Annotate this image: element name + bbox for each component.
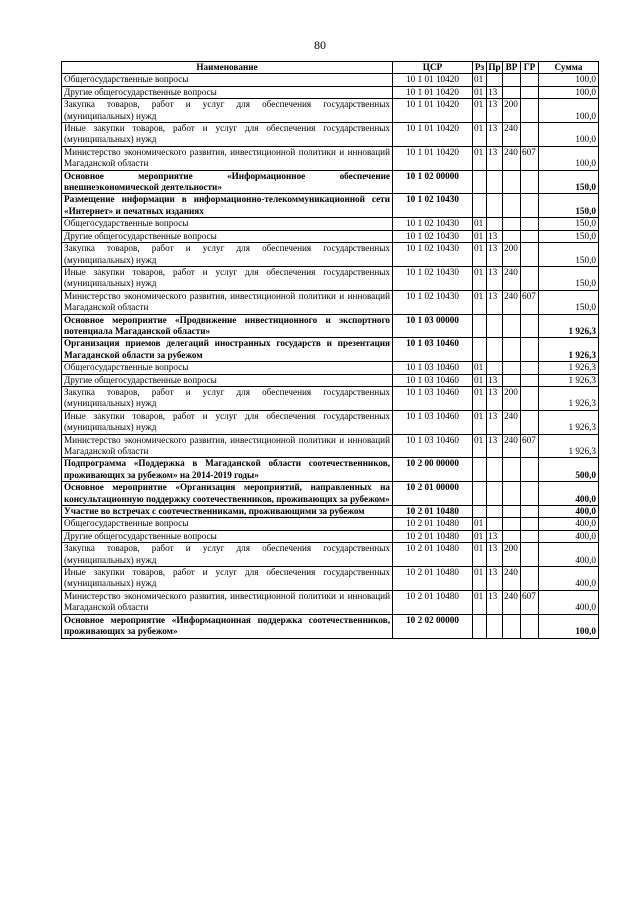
row-pr: 13 xyxy=(487,590,503,614)
row-pr: 13 xyxy=(487,99,503,123)
row-gr xyxy=(521,482,539,506)
row-gr xyxy=(521,386,539,410)
row-name: Основное мероприятие «Информационное обеспечение внешнеэкономической деятельности» xyxy=(62,170,393,194)
table-row xyxy=(62,410,599,434)
row-csr: 10 2 02 00000 xyxy=(393,614,473,638)
row-gr: 607 xyxy=(521,590,539,614)
row-rz xyxy=(473,482,487,506)
row-gr xyxy=(521,218,539,230)
row-vr xyxy=(503,482,521,506)
row-sum: 150,0 xyxy=(539,194,599,218)
row-pr: 13 xyxy=(487,123,503,147)
row-vr: 240 xyxy=(503,123,521,147)
row-pr: 13 xyxy=(487,86,503,98)
row-pr xyxy=(487,218,503,230)
row-vr: 200 xyxy=(503,543,521,567)
row-vr xyxy=(503,86,521,98)
header-gr: ГР xyxy=(521,62,539,74)
table-row xyxy=(62,146,599,170)
row-gr xyxy=(521,266,539,290)
row-csr: 10 1 02 10430 xyxy=(393,218,473,230)
row-pr xyxy=(487,614,503,638)
row-gr xyxy=(521,543,539,567)
row-pr: 13 xyxy=(487,410,503,434)
row-rz xyxy=(473,458,487,482)
table-body xyxy=(62,74,599,638)
header-sum: Сумма xyxy=(539,62,599,74)
row-sum: 150,0 xyxy=(539,230,599,242)
row-sum: 1 926,3 xyxy=(539,386,599,410)
row-name: Иные закупки товаров, работ и услуг для обеспечения государственных (муниципальных) нужд xyxy=(62,567,393,591)
row-name: Организация приемов делегаций иностранных государств и презентация Магаданской области за рубежом xyxy=(62,338,393,362)
table-row xyxy=(62,230,599,242)
row-name: Министерство экономического развития, инвестиционной политики и инноваций Магаданской области xyxy=(62,290,393,314)
row-rz: 01 xyxy=(473,146,487,170)
row-vr: 240 xyxy=(503,567,521,591)
row-rz: 01 xyxy=(473,590,487,614)
row-csr: 10 1 01 10420 xyxy=(393,146,473,170)
row-vr xyxy=(503,218,521,230)
row-name: Закупка товаров, работ и услуг для обеспечения государственных (муниципальных) нужд xyxy=(62,543,393,567)
row-rz xyxy=(473,194,487,218)
row-pr: 13 xyxy=(487,266,503,290)
row-name: Подпрограмма «Поддержка в Магаданской области соотечественников, проживающих за рубежом» на 2014-2019 годы» xyxy=(62,458,393,482)
row-vr xyxy=(503,338,521,362)
header-row xyxy=(62,62,599,74)
row-name: Основное мероприятие «Продвижение инвестиционного и экспортного потенциала Магаданской области» xyxy=(62,314,393,338)
table-row xyxy=(62,386,599,410)
row-sum: 150,0 xyxy=(539,243,599,267)
row-pr: 13 xyxy=(487,386,503,410)
row-pr: 13 xyxy=(487,530,503,542)
row-gr xyxy=(521,243,539,267)
row-gr xyxy=(521,230,539,242)
row-sum: 150,0 xyxy=(539,266,599,290)
row-name: Общегосударственные вопросы xyxy=(62,362,393,374)
row-name: Другие общегосударственные вопросы xyxy=(62,374,393,386)
row-csr: 10 1 03 00000 xyxy=(393,314,473,338)
row-pr xyxy=(487,506,503,518)
row-csr: 10 2 01 10480 xyxy=(393,530,473,542)
row-name: Другие общегосударственные вопросы xyxy=(62,530,393,542)
row-rz: 01 xyxy=(473,123,487,147)
row-vr xyxy=(503,74,521,86)
row-name: Общегосударственные вопросы xyxy=(62,518,393,530)
row-pr xyxy=(487,362,503,374)
row-name: Размещение информации в информационно-телекоммуникационной сети «Интернет» и печатных изданиях xyxy=(62,194,393,218)
row-sum: 1 926,3 xyxy=(539,362,599,374)
row-vr xyxy=(503,374,521,386)
row-rz xyxy=(473,338,487,362)
row-vr xyxy=(503,518,521,530)
row-vr xyxy=(503,458,521,482)
row-gr xyxy=(521,74,539,86)
row-csr: 10 1 02 00000 xyxy=(393,170,473,194)
table-row xyxy=(62,243,599,267)
row-csr: 10 1 03 10460 xyxy=(393,386,473,410)
row-name: Иные закупки товаров, работ и услуг для обеспечения государственных (муниципальных) нужд xyxy=(62,266,393,290)
table-row xyxy=(62,434,599,458)
row-gr: 607 xyxy=(521,434,539,458)
row-rz xyxy=(473,314,487,338)
row-pr xyxy=(487,338,503,362)
row-csr: 10 1 03 10460 xyxy=(393,362,473,374)
row-rz: 01 xyxy=(473,99,487,123)
row-gr xyxy=(521,86,539,98)
row-gr xyxy=(521,506,539,518)
row-rz: 01 xyxy=(473,86,487,98)
row-sum: 1 926,3 xyxy=(539,314,599,338)
row-sum: 400,0 xyxy=(539,530,599,542)
row-pr xyxy=(487,458,503,482)
table-row xyxy=(62,74,599,86)
row-name: Участие во встречах с соотечественниками, проживающими за рубежом xyxy=(62,506,393,518)
row-pr: 13 xyxy=(487,230,503,242)
row-name: Основное мероприятие «Информационная поддержка соотечественников, проживающих за рубежом» xyxy=(62,614,393,638)
row-rz: 01 xyxy=(473,518,487,530)
row-vr xyxy=(503,362,521,374)
header-vr: ВР xyxy=(503,62,521,74)
row-pr: 13 xyxy=(487,543,503,567)
row-sum: 400,0 xyxy=(539,506,599,518)
row-pr: 13 xyxy=(487,243,503,267)
row-name: Другие общегосударственные вопросы xyxy=(62,86,393,98)
row-gr xyxy=(521,123,539,147)
row-csr: 10 2 01 10480 xyxy=(393,567,473,591)
row-vr xyxy=(503,614,521,638)
table-row xyxy=(62,338,599,362)
row-pr xyxy=(487,518,503,530)
row-gr xyxy=(521,614,539,638)
table-row xyxy=(62,543,599,567)
table-row xyxy=(62,614,599,638)
row-csr: 10 1 01 10420 xyxy=(393,123,473,147)
row-vr xyxy=(503,506,521,518)
row-name: Иные закупки товаров, работ и услуг для обеспечения государственных (муниципальных) нужд xyxy=(62,410,393,434)
header-pr: Пр xyxy=(488,62,501,72)
row-csr: 10 1 03 10460 xyxy=(393,434,473,458)
row-csr: 10 2 01 10480 xyxy=(393,518,473,530)
row-sum: 1 926,3 xyxy=(539,338,599,362)
row-pr: 13 xyxy=(487,290,503,314)
row-rz: 01 xyxy=(473,218,487,230)
table-row xyxy=(62,170,599,194)
row-name: Общегосударственные вопросы xyxy=(62,74,393,86)
table-row xyxy=(62,362,599,374)
row-sum: 150,0 xyxy=(539,218,599,230)
row-csr: 10 1 01 10420 xyxy=(393,99,473,123)
row-sum: 400,0 xyxy=(539,482,599,506)
row-gr xyxy=(521,314,539,338)
row-gr: 607 xyxy=(521,290,539,314)
row-rz: 01 xyxy=(473,434,487,458)
row-csr: 10 2 01 00000 xyxy=(393,482,473,506)
table-row xyxy=(62,86,599,98)
row-gr xyxy=(521,458,539,482)
row-name: Общегосударственные вопросы xyxy=(62,218,393,230)
table-row xyxy=(62,567,599,591)
row-csr: 10 1 01 10420 xyxy=(393,74,473,86)
row-pr: 13 xyxy=(487,146,503,170)
row-csr: 10 2 01 10480 xyxy=(393,590,473,614)
row-vr: 240 xyxy=(503,590,521,614)
row-sum: 100,0 xyxy=(539,146,599,170)
table-row xyxy=(62,506,599,518)
row-vr: 200 xyxy=(503,243,521,267)
row-pr: 13 xyxy=(487,567,503,591)
row-rz xyxy=(473,170,487,194)
header-csr: ЦСР xyxy=(393,62,473,74)
row-rz: 01 xyxy=(473,290,487,314)
row-rz: 01 xyxy=(473,410,487,434)
row-pr xyxy=(487,74,503,86)
row-sum: 150,0 xyxy=(539,170,599,194)
row-vr: 240 xyxy=(503,266,521,290)
row-rz: 01 xyxy=(473,362,487,374)
row-vr: 200 xyxy=(503,386,521,410)
row-sum: 400,0 xyxy=(539,590,599,614)
row-name: Министерство экономического развития, инвестиционной политики и инноваций Магаданской области xyxy=(62,590,393,614)
row-csr: 10 1 01 10420 xyxy=(393,86,473,98)
row-csr: 10 2 00 00000 xyxy=(393,458,473,482)
row-csr: 10 1 02 10430 xyxy=(393,243,473,267)
row-sum: 500,0 xyxy=(539,458,599,482)
row-pr xyxy=(487,194,503,218)
row-sum: 100,0 xyxy=(539,74,599,86)
row-sum: 1 926,3 xyxy=(539,374,599,386)
row-name: Министерство экономического развития, инвестиционной политики и инноваций Магаданской области xyxy=(62,146,393,170)
table-row xyxy=(62,374,599,386)
budget-table xyxy=(61,61,599,639)
row-pr: 13 xyxy=(487,434,503,458)
row-vr: 240 xyxy=(503,434,521,458)
row-name: Другие общегосударственные вопросы xyxy=(62,230,393,242)
row-rz: 01 xyxy=(473,530,487,542)
row-gr xyxy=(521,410,539,434)
header-rz: Рз xyxy=(473,62,487,74)
table-row xyxy=(62,530,599,542)
row-rz: 01 xyxy=(473,374,487,386)
row-sum: 1 926,3 xyxy=(539,434,599,458)
row-pr xyxy=(487,314,503,338)
row-name: Министерство экономического развития, инвестиционной политики и инноваций Магаданской области xyxy=(62,434,393,458)
row-gr xyxy=(521,374,539,386)
row-sum: 1 926,3 xyxy=(539,410,599,434)
row-vr: 240 xyxy=(503,410,521,434)
row-sum: 100,0 xyxy=(539,123,599,147)
table-row xyxy=(62,590,599,614)
row-rz: 01 xyxy=(473,230,487,242)
table-row xyxy=(62,518,599,530)
table-row xyxy=(62,482,599,506)
table-row xyxy=(62,194,599,218)
header-name: Наименование xyxy=(62,62,393,74)
row-gr xyxy=(521,362,539,374)
row-gr: 607 xyxy=(521,146,539,170)
table-row xyxy=(62,290,599,314)
table-row xyxy=(62,99,599,123)
row-gr xyxy=(521,567,539,591)
row-vr xyxy=(503,194,521,218)
row-rz: 01 xyxy=(473,567,487,591)
row-sum: 100,0 xyxy=(539,614,599,638)
row-name: Закупка товаров, работ и услуг для обеспечения государственных (муниципальных) нужд xyxy=(62,99,393,123)
row-csr: 10 1 02 10430 xyxy=(393,290,473,314)
row-vr: 240 xyxy=(503,290,521,314)
table-row xyxy=(62,458,599,482)
row-sum: 400,0 xyxy=(539,567,599,591)
row-csr: 10 1 02 10430 xyxy=(393,266,473,290)
row-csr: 10 1 03 10460 xyxy=(393,374,473,386)
row-rz: 01 xyxy=(473,543,487,567)
row-vr xyxy=(503,230,521,242)
table-row xyxy=(62,266,599,290)
row-csr: 10 1 02 10430 xyxy=(393,194,473,218)
row-gr xyxy=(521,99,539,123)
row-gr xyxy=(521,170,539,194)
table-row xyxy=(62,218,599,230)
row-rz: 01 xyxy=(473,266,487,290)
row-name: Закупка товаров, работ и услуг для обеспечения государственных (муниципальных) нужд xyxy=(62,243,393,267)
row-gr xyxy=(521,518,539,530)
row-name: Закупка товаров, работ и услуг для обеспечения государственных (муниципальных) нужд xyxy=(62,386,393,410)
row-rz xyxy=(473,614,487,638)
table-row xyxy=(62,314,599,338)
row-csr: 10 2 01 10480 xyxy=(393,543,473,567)
row-rz: 01 xyxy=(473,74,487,86)
row-name: Основное мероприятие «Организация мероприятий, направленных на консультационную поддержку соотечественников, проживающих за рубежом» xyxy=(62,482,393,506)
row-sum: 150,0 xyxy=(539,290,599,314)
row-pr xyxy=(487,482,503,506)
row-name: Иные закупки товаров, работ и услуг для обеспечения государственных (муниципальных) нужд xyxy=(62,123,393,147)
row-vr xyxy=(503,170,521,194)
row-sum: 400,0 xyxy=(539,543,599,567)
row-vr: 200 xyxy=(503,99,521,123)
table-row xyxy=(62,123,599,147)
row-gr xyxy=(521,338,539,362)
row-csr: 10 2 01 10480 xyxy=(393,506,473,518)
row-sum: 100,0 xyxy=(539,99,599,123)
row-gr xyxy=(521,194,539,218)
row-pr xyxy=(487,170,503,194)
row-rz xyxy=(473,506,487,518)
row-vr xyxy=(503,314,521,338)
row-gr xyxy=(521,530,539,542)
row-vr xyxy=(503,530,521,542)
row-pr: 13 xyxy=(487,374,503,386)
row-csr: 10 1 02 10430 xyxy=(393,230,473,242)
row-csr: 10 1 03 10460 xyxy=(393,338,473,362)
row-rz: 01 xyxy=(473,386,487,410)
page-number: 80 xyxy=(314,38,326,52)
row-csr: 10 1 03 10460 xyxy=(393,410,473,434)
row-sum: 100,0 xyxy=(539,86,599,98)
row-rz: 01 xyxy=(473,243,487,267)
row-vr: 240 xyxy=(503,146,521,170)
row-sum: 400,0 xyxy=(539,518,599,530)
